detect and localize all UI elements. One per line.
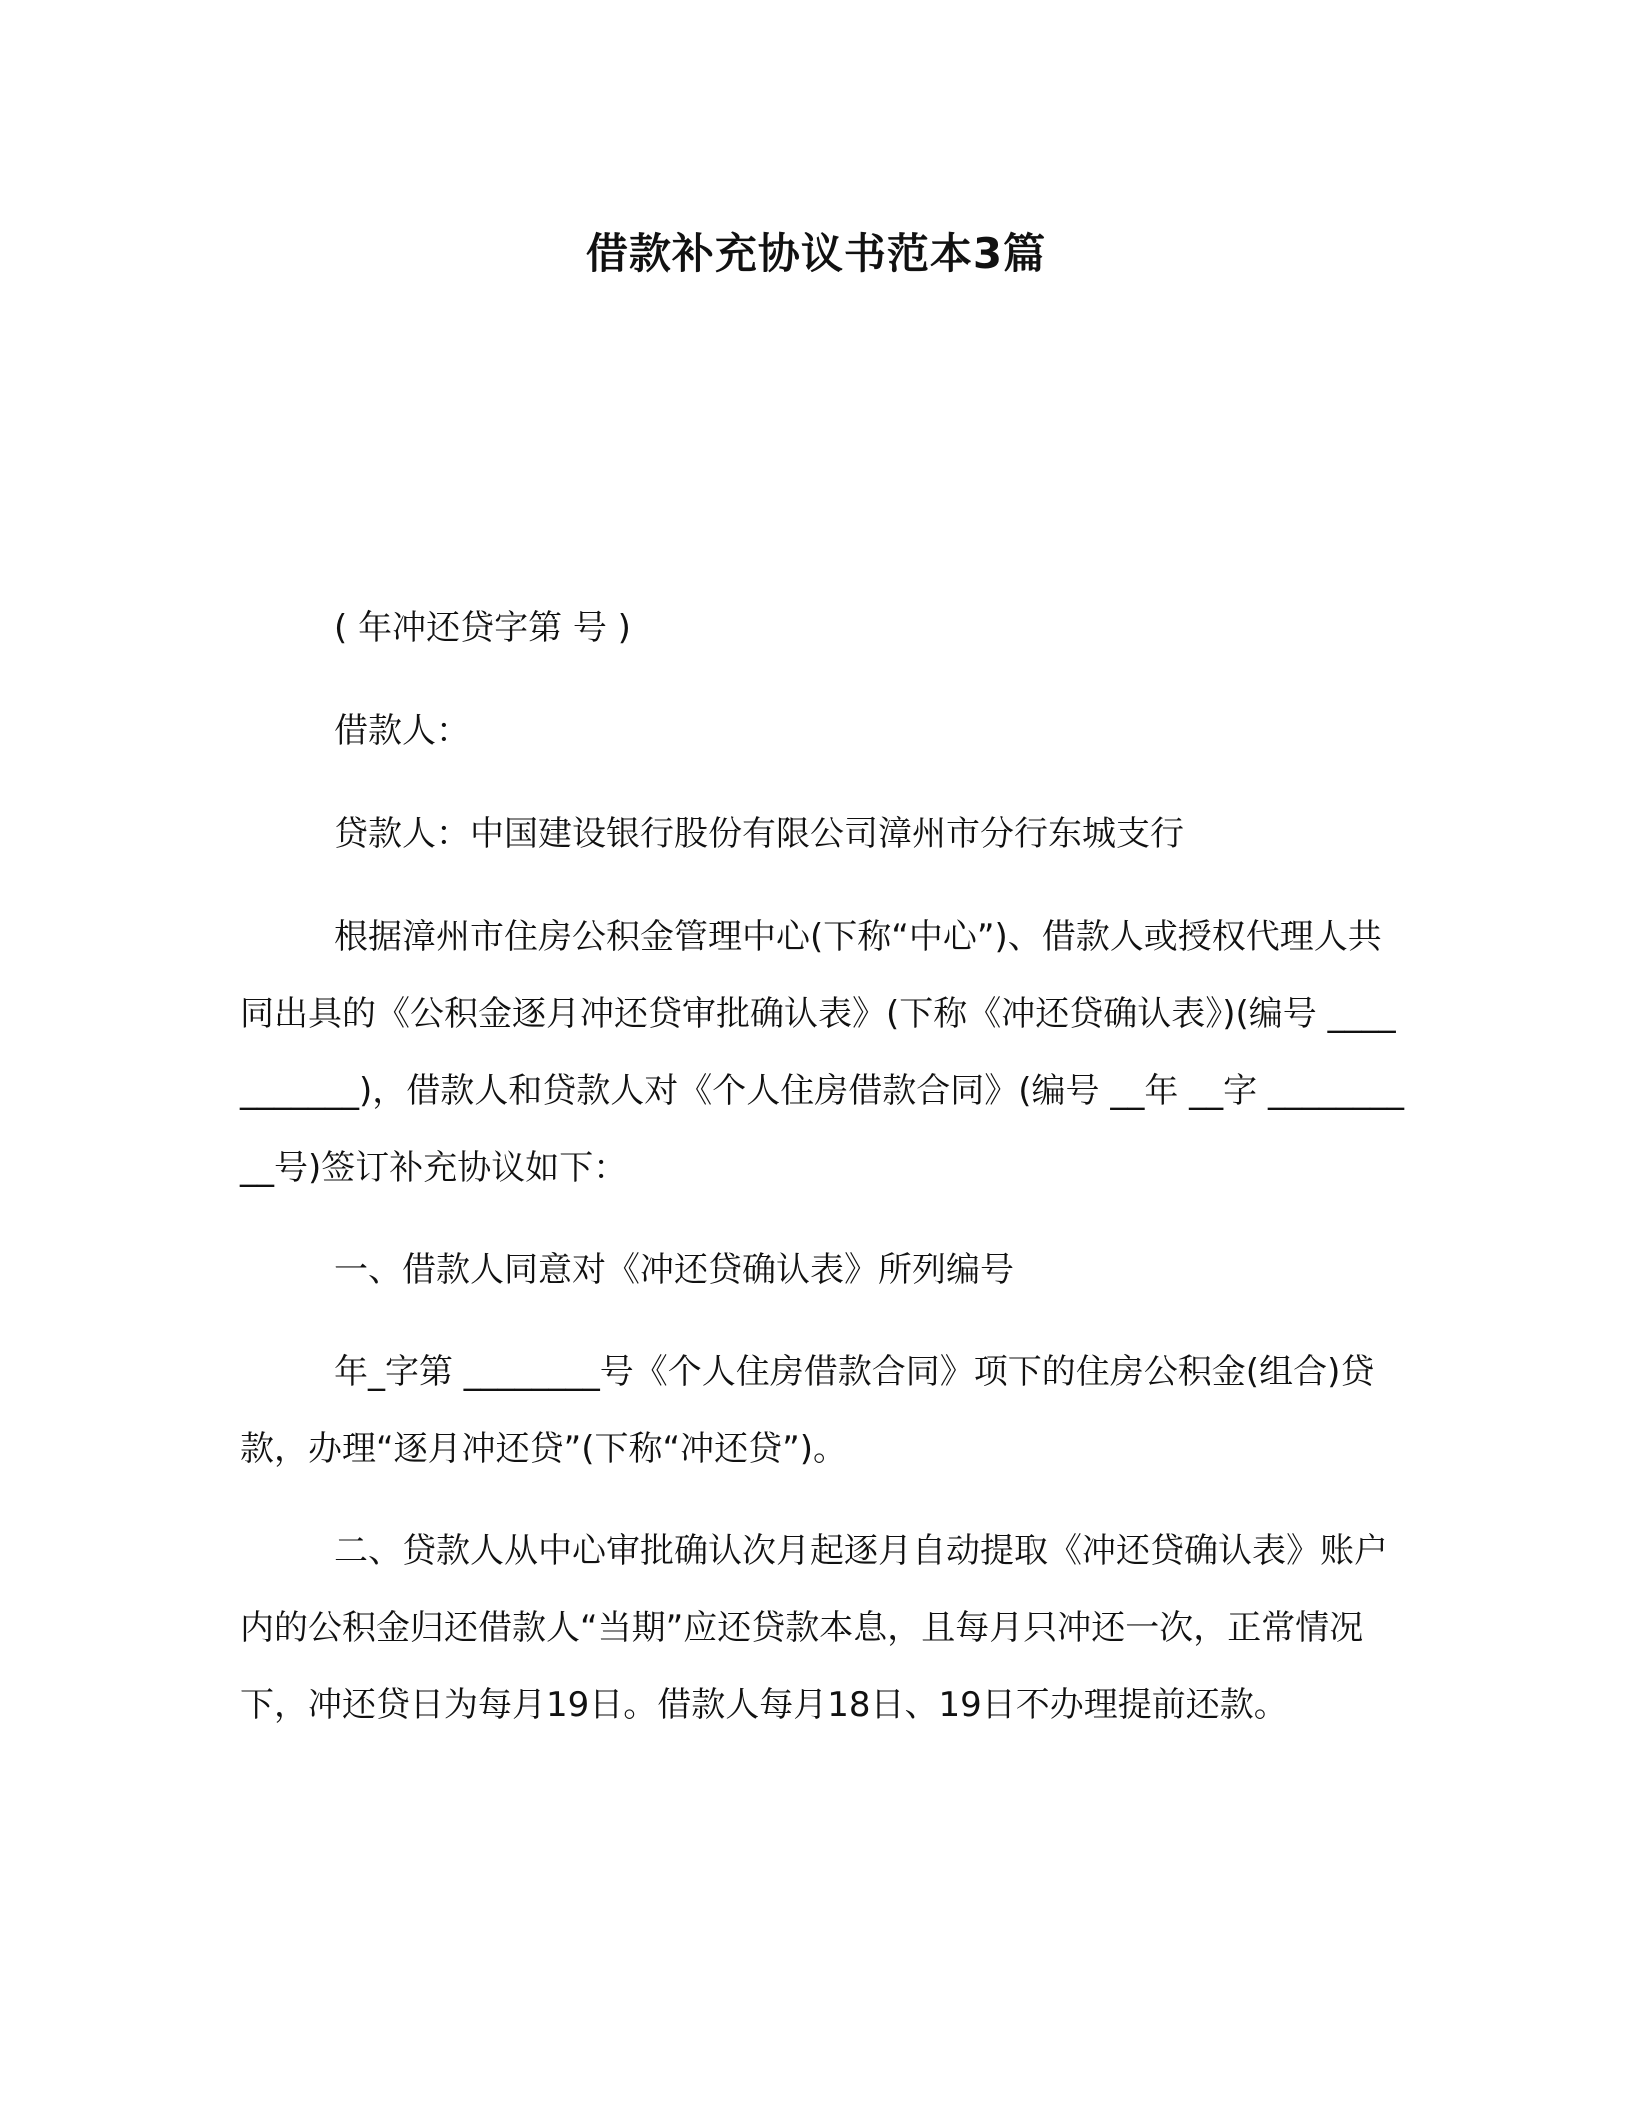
document-body — [240, 590, 1405, 1744]
borrower-line: 借款人： — [334, 711, 470, 751]
document-title: 借款补充协议书范本3篇 — [585, 229, 1047, 278]
clause-one-heading: 一、借款人同意对《冲还贷确认表》所列编号 — [334, 1250, 1014, 1290]
clause-one-body: 年_字第 ________号《个人住房借款合同》项下的住房公积金(组合)贷款，办理“逐月冲还贷”(下称“冲还贷”)。 — [240, 1352, 1375, 1469]
contract-number-line: ( 年冲还贷字第 号 ) — [334, 608, 631, 648]
intro-paragraph: 根据漳州市住房公积金管理中心(下称“中心”)、借款人或授权代理人共同出具的《公积金逐月冲还贷审批确认表》(下称《冲还贷确认表》)(编号 ___________)，借款人和贷款人对《个人住房借款合同》(编号 __年 __字 __________号)签订补充协议如下： — [240, 917, 1404, 1188]
lender-line: 贷款人：中国建设银行股份有限公司漳州市分行东城支行 — [334, 814, 1184, 854]
clause-two: 二、贷款人从中心审批确认次月起逐月自动提取《冲还贷确认表》账户内的公积金归还借款人“当期”应还贷款本息，且每月只冲还一次，正常情况下，冲还贷日为每月19日。借款人每月18日、19日不办理提前还款。 — [240, 1531, 1388, 1725]
